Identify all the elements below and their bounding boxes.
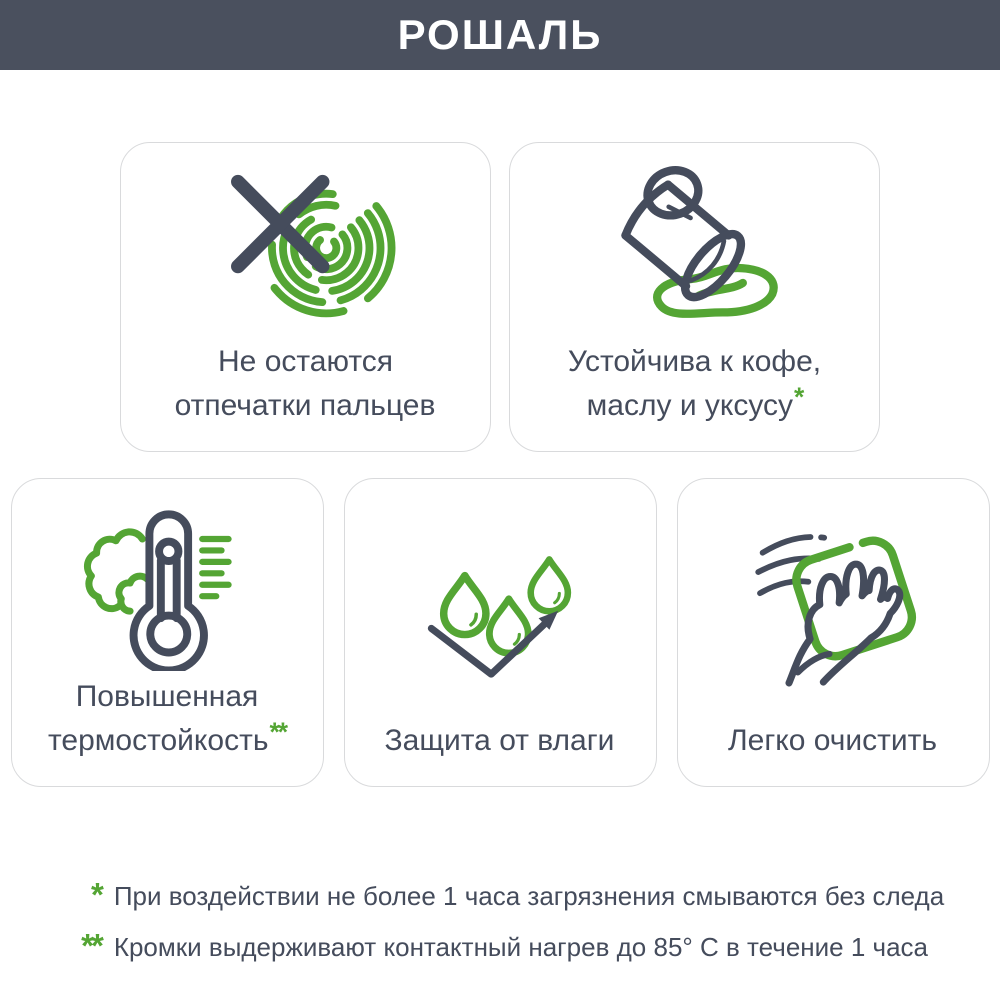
feature-card-easy-to-clean <box>677 478 990 787</box>
feature-label: Повышенная термостойкость** <box>48 679 286 757</box>
footnote-1-marker: * <box>90 876 101 913</box>
footnotes <box>56 876 945 965</box>
thermometer-steam-icon <box>79 479 255 678</box>
water-drops-bounce-icon <box>412 479 588 716</box>
feature-label: Не остаются отпечатки пальцев <box>174 344 436 422</box>
footnote-2-marker: ** <box>81 927 101 964</box>
hand-wiping-cloth-icon <box>745 479 921 716</box>
footnote-1-text: При воздействии не более 1 часа загрязнения смываются без следа <box>113 881 945 911</box>
feature-label: Защита от влаги <box>384 723 615 757</box>
feature-label: Устойчива к кофе, маслу и уксусу* <box>567 344 822 422</box>
feature-card-moisture-protection <box>344 478 657 787</box>
spilled-cup-icon <box>603 143 787 343</box>
feature-row-bottom <box>0 478 1000 787</box>
feature-card-heat-resistant <box>11 478 324 787</box>
fingerprint-crossed-icon <box>214 143 398 343</box>
footnote-marker: * <box>794 381 803 412</box>
footnote-marker: ** <box>269 716 286 747</box>
feature-row-top <box>0 142 1000 452</box>
feature-label: Легко очистить <box>727 723 938 757</box>
feature-card-no-fingerprints <box>120 142 491 452</box>
header-bar <box>0 0 1000 70</box>
footnote-2-text: Кромки выдерживают контактный нагрев до 85° С в течение 1 часа <box>113 932 928 962</box>
page-title: РОШАЛЬ <box>397 11 603 58</box>
feature-card-stain-resistant <box>509 142 880 452</box>
